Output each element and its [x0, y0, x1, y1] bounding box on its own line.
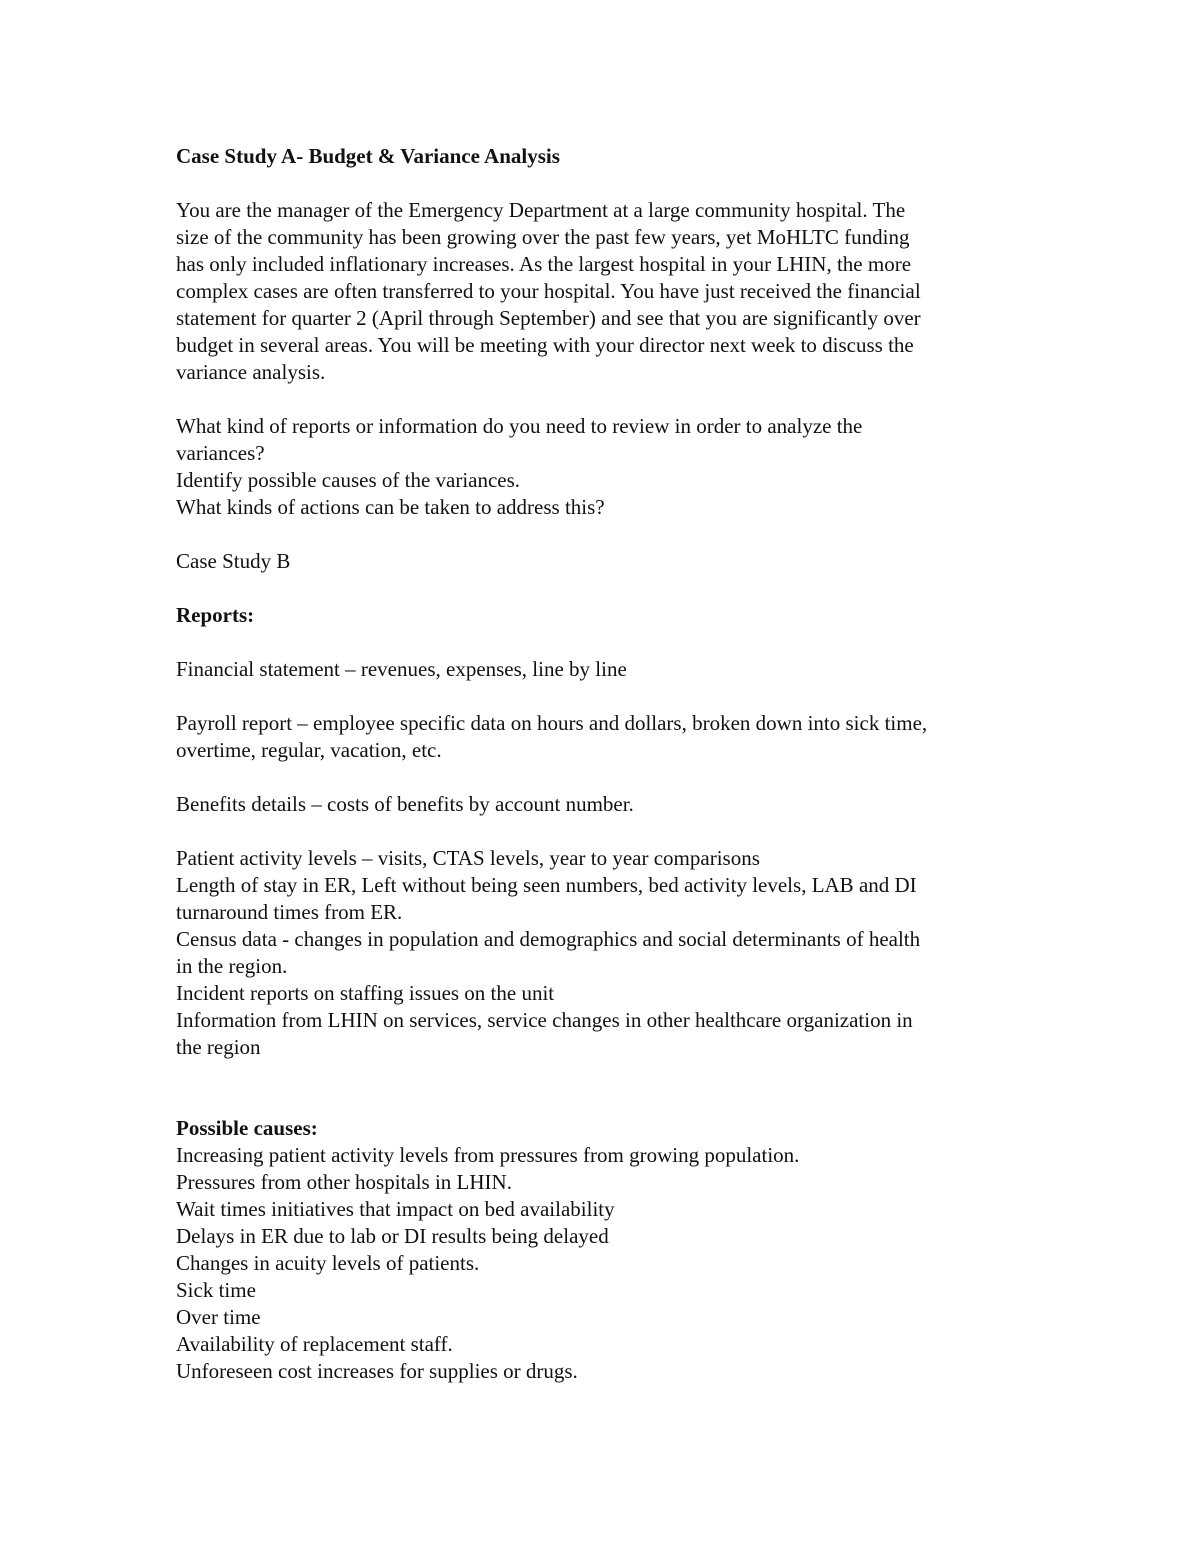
activity-line: Length of stay in ER, Left without being seen numbers, bed activity levels, LAB and DI [176, 873, 917, 897]
intro-line: has only included inflationary increases. As the largest hospital in your LHIN, the more [176, 252, 912, 276]
cause-item: Over time [176, 1305, 261, 1329]
spacer [176, 386, 1036, 413]
spacer [176, 818, 1036, 845]
cause-item: Wait times initiatives that impact on bed availability [176, 1197, 615, 1221]
spacer [176, 764, 1036, 791]
activity-line: Census data - changes in population and demographics and social determinants of health [176, 927, 921, 951]
intro-line: size of the community has been growing over the past few years, yet MoHLTC funding [176, 225, 910, 249]
intro-line: budget in several areas. You will be meeting with your director next week to discuss the [176, 333, 914, 357]
cause-item: Availability of replacement staff. [176, 1332, 453, 1356]
question-line: variances? [176, 441, 265, 465]
intro-line: variance analysis. [176, 360, 326, 384]
question-line: What kinds of actions can be taken to address this? [176, 495, 605, 519]
intro-line: You are the manager of the Emergency Department at a large community hospital. The [176, 198, 906, 222]
intro-paragraph [176, 197, 1036, 386]
document-title: Case Study A- Budget & Variance Analysis [176, 144, 560, 168]
spacer [176, 170, 1036, 197]
cause-item: Sick time [176, 1278, 256, 1302]
cause-item: Pressures from other hospitals in LHIN. [176, 1170, 512, 1194]
intro-line: statement for quarter 2 (April through September) and see that you are significantly over [176, 306, 921, 330]
activity-line: Information from LHIN on services, service changes in other healthcare organization in [176, 1008, 913, 1032]
cause-item: Changes in acuity levels of patients. [176, 1251, 480, 1275]
activity-block [176, 845, 1036, 1061]
payroll-line: overtime, regular, vacation, etc. [176, 738, 442, 762]
payroll-line: Payroll report – employee specific data on hours and dollars, broken down into sick time, [176, 711, 928, 735]
reports-heading: Reports: [176, 603, 255, 627]
question-line: What kind of reports or information do you need to review in order to analyze the [176, 414, 863, 438]
activity-line: the region [176, 1035, 261, 1059]
activity-line: turnaround times from ER. [176, 900, 403, 924]
activity-line: Patient activity levels – visits, CTAS levels, year to year comparisons [176, 846, 760, 870]
financial-statement-item: Financial statement – revenues, expenses, line by line [176, 657, 627, 681]
spacer [176, 683, 1036, 710]
payroll-item [176, 710, 1036, 764]
causes-list [176, 1142, 1036, 1385]
cause-item: Delays in ER due to lab or DI results being delayed [176, 1224, 609, 1248]
document-body [176, 143, 1036, 1385]
intro-line: complex cases are often transferred to your hospital. You have just received the financial [176, 279, 921, 303]
spacer [176, 629, 1036, 656]
spacer [176, 1061, 1036, 1115]
activity-line: in the region. [176, 954, 288, 978]
question-line: Identify possible causes of the variances. [176, 468, 521, 492]
spacer [176, 575, 1036, 602]
possible-causes-heading: Possible causes: [176, 1116, 318, 1140]
benefits-item: Benefits details – costs of benefits by account number. [176, 792, 634, 816]
activity-line: Incident reports on staffing issues on the unit [176, 981, 555, 1005]
cause-item: Unforeseen cost increases for supplies or drugs. [176, 1359, 578, 1383]
spacer [176, 521, 1036, 548]
cause-item: Increasing patient activity levels from pressures from growing population. [176, 1143, 800, 1167]
case-study-b-heading: Case Study B [176, 549, 291, 573]
questions-block [176, 413, 1036, 521]
